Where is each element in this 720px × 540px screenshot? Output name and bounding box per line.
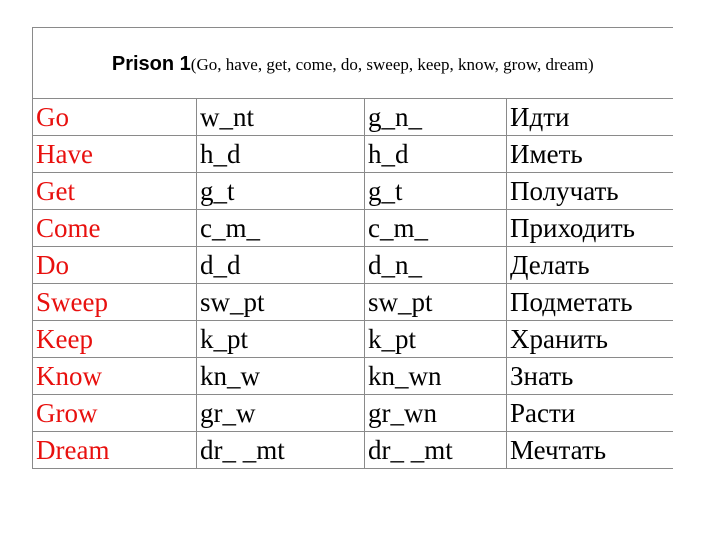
infinitive-cell: Sweep [33,284,197,321]
translation-cell: Иметь [507,136,673,173]
past-simple-cell: dr_ _mt [197,432,365,469]
table-row [33,136,673,173]
past-simple-cell: c_m_ [197,210,365,247]
table-row [33,358,673,395]
infinitive-cell: Grow [33,395,197,432]
infinitive-cell: Come [33,210,197,247]
translation-cell: Хранить [507,321,673,358]
table-row [33,321,673,358]
table-row [33,173,673,210]
infinitive-cell: Go [33,99,197,136]
translation-cell: Подметать [507,284,673,321]
infinitive-cell: Get [33,173,197,210]
past-participle-cell: kn_wn [365,358,507,395]
past-participle-cell: g_n_ [365,99,507,136]
translation-cell: Знать [507,358,673,395]
table-subtitle-verbs: (Go, have, get, come, do, sweep, keep, know, grow, dream) [190,55,594,74]
past-participle-cell: c_m_ [365,210,507,247]
verb-table-sheet [32,27,672,469]
translation-cell: Мечтать [507,432,673,469]
past-simple-cell: sw_pt [197,284,365,321]
past-simple-cell: g_t [197,173,365,210]
table-row [33,210,673,247]
past-participle-cell: k_pt [365,321,507,358]
table-row [33,432,673,469]
translation-cell: Расти [507,395,673,432]
table-row [33,284,673,321]
verb-table [32,27,673,469]
past-simple-cell: k_pt [197,321,365,358]
past-participle-cell: g_t [365,173,507,210]
past-simple-cell: h_d [197,136,365,173]
past-simple-cell: kn_w [197,358,365,395]
past-simple-cell: d_d [197,247,365,284]
past-simple-cell: gr_w [197,395,365,432]
infinitive-cell: Do [33,247,197,284]
table-row [33,247,673,284]
infinitive-cell: Dream [33,432,197,469]
title-cell [33,28,673,99]
past-participle-cell: h_d [365,136,507,173]
table-row [33,395,673,432]
translation-cell: Приходить [507,210,673,247]
translation-cell: Делать [507,247,673,284]
title-row [33,28,673,99]
infinitive-cell: Keep [33,321,197,358]
translation-cell: Идти [507,99,673,136]
past-participle-cell: sw_pt [365,284,507,321]
table-row [33,99,673,136]
infinitive-cell: Have [33,136,197,173]
infinitive-cell: Know [33,358,197,395]
past-participle-cell: gr_wn [365,395,507,432]
verb-table-body [33,28,673,469]
past-participle-cell: d_n_ [365,247,507,284]
past-simple-cell: w_nt [197,99,365,136]
translation-cell: Получать [507,173,673,210]
past-participle-cell: dr_ _mt [365,432,507,469]
table-title: Prison 1 [111,53,191,75]
